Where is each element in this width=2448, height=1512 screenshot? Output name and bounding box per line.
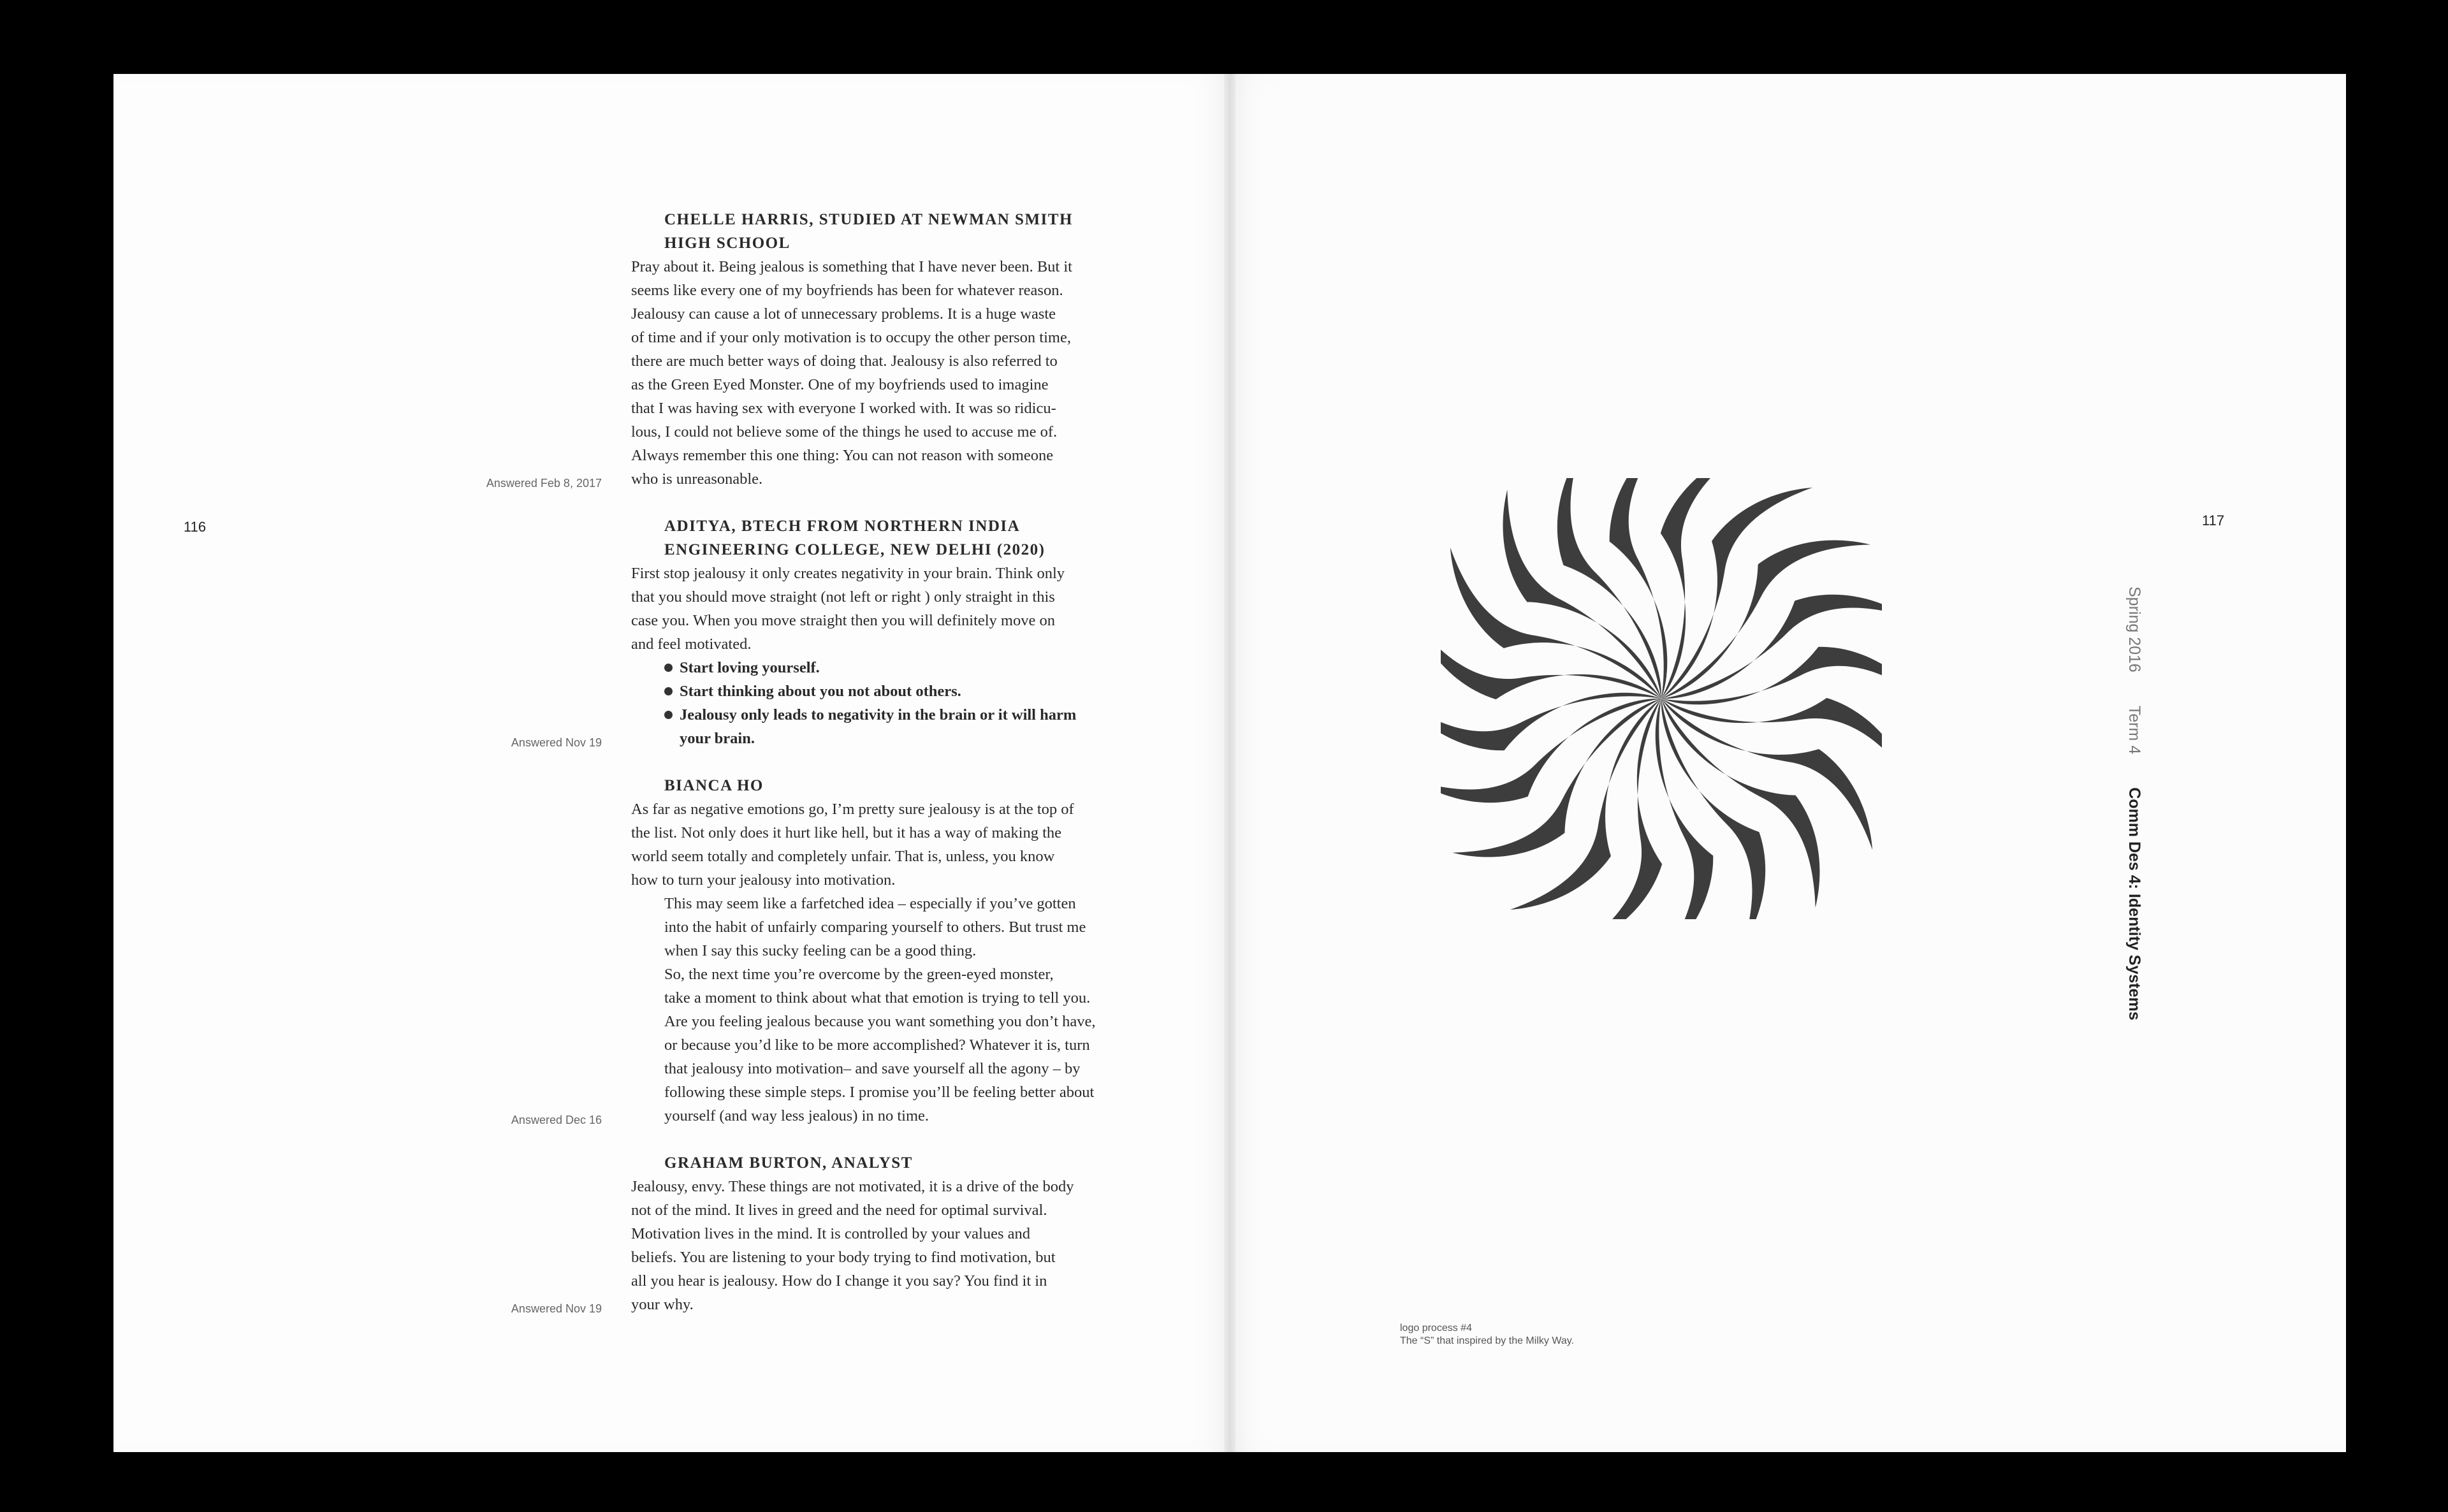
text-line: Motivation lives in the mind. It is controlled by your values and [631,1225,1031,1242]
milky-way-swirl-icon [1441,478,1882,919]
left-page [113,74,1230,1452]
answer-entry [511,774,1205,1128]
text-line: how to turn your jealousy into motivation. [631,871,896,889]
text-line: Are you feeling jealous because you want something you don’t have, [664,1013,1096,1030]
course-title: Comm Des 4: Identity Systems [2125,787,2143,1021]
text-line: take a moment to think about what that emotion is trying to tell you. [664,989,1091,1007]
text-line: that jealousy into motivation– and save yourself all the agony – by [664,1060,1081,1077]
answered-date: Answered Nov 19 [511,1302,602,1315]
text-line: This may seem like a farfetched idea – especially if you’ve gotten [664,895,1076,912]
season-label: Spring 2016 [2125,586,2143,672]
text-line: world seem totally and completely unfair. That is, unless, you know [631,848,1055,865]
author-line: BIANCA HO [664,777,764,794]
bullet-icon [664,687,673,695]
answer-author [664,774,1205,797]
text-line: there are much better ways of doing that. Jealousy is also referred to [631,353,1058,370]
bullet-icon [664,711,673,719]
tip-item [664,680,1205,703]
text-line: the list. Not only does it hurt like hell, but it has a way of making the [631,824,1062,841]
text-line: following these simple steps. I promise you’ll be feeling better about [664,1084,1095,1101]
text-line: As far as negative emotions go, I’m pretty sure jealousy is at the top of [631,801,1074,818]
text-line: seems like every one of my boyfriends has been for whatever reason. [631,282,1063,299]
tips-list [631,656,1205,750]
text-line: Jealousy can cause a lot of unnecessary problems. It is a huge waste [631,305,1056,323]
text-line: and feel motivated. [631,636,752,653]
tip-line: Start thinking about you not about others. [680,683,961,700]
gutter [1224,74,1235,1452]
author-line: ADITYA, BTECH FROM NORTHERN INDIA [664,518,1021,535]
answer-author [664,208,1205,255]
tip-item [664,703,1205,750]
author-line: CHELLE HARRIS, STUDIED AT NEWMAN SMITH [664,211,1073,228]
caption-line: logo process #4 [1400,1323,1472,1334]
text-line: Pray about it. Being jealous is something that I have never been. But it [631,258,1072,275]
tip-line: Jealousy only leads to negativity in the brain or it will harm [680,706,1077,723]
answer-author [664,1151,1205,1175]
text-line: First stop jealousy it only creates negativity in your brain. Think only [631,565,1065,582]
tip-line: your brain. [680,730,755,747]
answered-date: Answered Nov 19 [511,736,602,749]
answers-column [486,208,1205,1340]
caption-line: The “S” that inspired by the Milky Way. [1400,1335,1574,1346]
answered-date: Answered Feb 8, 2017 [486,477,602,490]
text-line: of time and if your only motivation is to occupy the other person time, [631,329,1071,346]
tip-item [664,656,1205,680]
text-line: into the habit of unfairly comparing yourself to others. But trust me [664,919,1086,936]
answer-paragraph [631,892,1205,963]
text-line: lous, I could not believe some of the things he used to accuse me of. [631,423,1058,440]
tip-line: Start loving yourself. [680,659,820,676]
answer-paragraph [631,797,1205,892]
answer-paragraph [631,963,1205,1128]
running-header [2125,586,2143,1054]
answered-date: Answered Dec 16 [511,1114,602,1126]
text-line: or because you’d like to be more accomplished? Whatever it is, turn [664,1036,1090,1054]
author-line: ENGINEERING COLLEGE, NEW DELHI (2020) [664,541,1046,558]
answer-entry [511,1151,1205,1316]
answer-entry [486,208,1205,491]
text-line: when I say this sucky feeling can be a good thing. [664,942,977,959]
text-line: that you should move straight (not left or right ) only straight in this [631,588,1055,606]
answer-paragraph [631,1175,1205,1316]
author-line: HIGH SCHOOL [664,235,790,252]
text-line: your why. [631,1296,694,1313]
page-number-left: 116 [184,519,207,535]
term-label: Term 4 [2125,705,2143,755]
text-line: not of the mind. It lives in greed and the need for optimal survival. [631,1202,1047,1219]
text-line: all you hear is jealousy. How do I change it you say? You find it in [631,1272,1047,1290]
bullet-icon [664,664,673,672]
answer-author [664,514,1205,562]
text-line: Jealousy, envy. These things are not motivated, it is a drive of the body [631,1178,1074,1195]
text-line: case you. When you move straight then you will definitely move on [631,612,1055,629]
text-line: yourself (and way less jealous) in no time. [664,1107,929,1124]
text-line: Always remember this one thing: You can not reason with someone [631,447,1054,464]
answer-entry [511,514,1205,750]
answer-paragraph [631,562,1205,656]
text-line: beliefs. You are listening to your body trying to find motivation, but [631,1249,1056,1266]
author-line: GRAHAM BURTON, ANALYST [664,1154,913,1172]
text-line: So, the next time you’re overcome by the green-eyed monster, [664,966,1054,983]
page-number-right: 117 [2202,512,2225,528]
book-spread [113,74,2346,1452]
answer-paragraph [631,255,1205,491]
text-line: who is unreasonable. [631,470,763,488]
figure-caption [1400,1322,1574,1348]
text-line: as the Green Eyed Monster. One of my boyfriends used to imagine [631,376,1049,393]
text-line: that I was having sex with everyone I worked with. It was so ridicu- [631,400,1056,417]
